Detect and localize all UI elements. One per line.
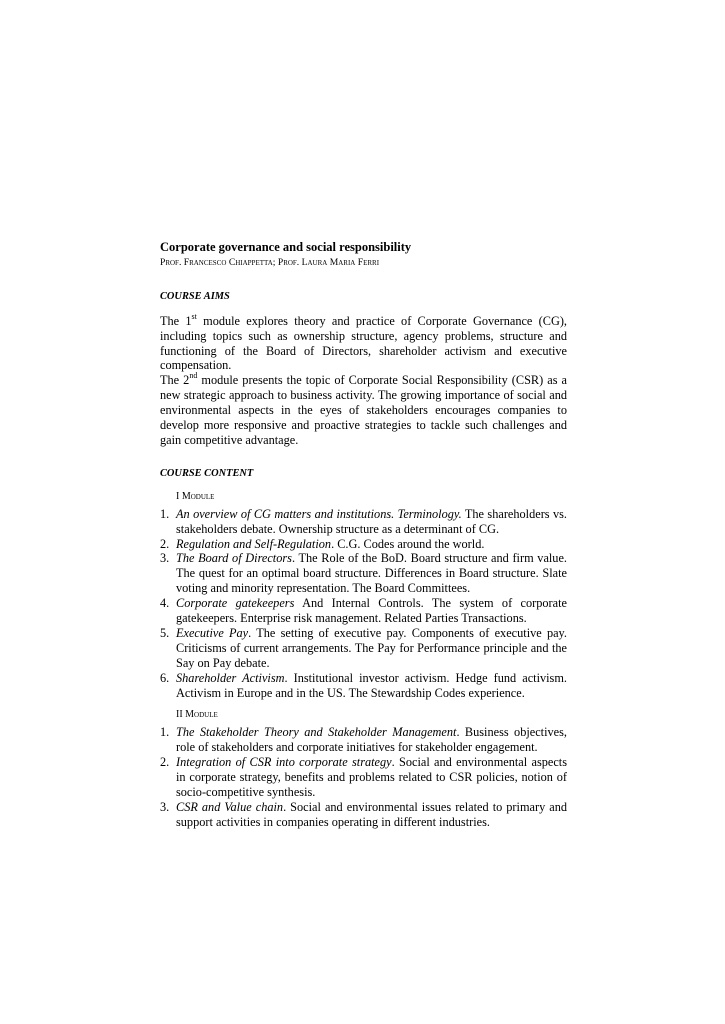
list-item-title: Shareholder Activism — [176, 670, 285, 685]
course-title: Corporate governance and social responsibility — [160, 240, 412, 254]
list-item-title: Executive Pay — [176, 625, 249, 640]
list-item-number: 6. — [160, 670, 170, 685]
list-item-number: 2. — [160, 755, 170, 770]
module-1-list — [160, 507, 567, 701]
aims-p1-start: The 1 — [160, 313, 192, 328]
module-2-label: II Module — [176, 709, 218, 721]
list-item-text: . Business objectives, role of stakeholders and corporate initiatives for stakeholder engagement. — [176, 725, 567, 755]
aims-paragraph-2 — [160, 373, 567, 448]
list-item — [160, 671, 567, 701]
list-item-text: . The Role of the BoD. Board structure and firm value. The quest for an optimal board structure. Differences in Board structure. Slate voting and minority representation. The Board Committees. — [176, 551, 567, 596]
list-item-title: An overview of CG matters and institutions. Terminology. — [176, 506, 462, 521]
module-1-label: I Module — [176, 490, 215, 502]
list-item-text: . The setting of executive pay. Components of executive pay. Criticisms of current arrangements. The Pay for Performance principle and the Say on Pay debate. — [176, 625, 567, 670]
aims-paragraph-1 — [160, 311, 567, 374]
list-item-title: CSR and Value chain — [176, 799, 284, 814]
list-item — [160, 551, 567, 596]
list-item-number: 5. — [160, 625, 170, 640]
course-aims-heading: COURSE AIMS — [160, 290, 230, 302]
list-item — [160, 537, 567, 552]
list-item-text: . Social and environmental issues related to primary and support activities in companies operating in different industries. — [176, 799, 568, 829]
aims-p2-start: The 2 — [160, 373, 190, 388]
list-item-title: Regulation and Self-Regulation — [176, 536, 332, 551]
list-item-text: . Institutional investor activism. Hedge fund activism. Activism in Europe and in the US. The Stewardship Codes experience. — [176, 670, 567, 700]
list-item — [160, 626, 567, 671]
list-item — [160, 507, 567, 537]
list-item-number: 3. — [160, 799, 170, 814]
aims-p2-body: module presents the topic of Corporate Social Responsibility (CSR) as a new strategic approach to business activity. The growing importance of social and environmental aspects in the eyes of stakeholders encourages companies to develop more responsive and proactive strategies to tackle such challenges and gain competitive advantage. — [160, 373, 568, 447]
list-item-title: Corporate gatekeepers — [176, 596, 295, 611]
list-item — [160, 725, 567, 755]
list-item-title: Integration of CSR into corporate strategy — [176, 755, 392, 770]
course-authors — [160, 256, 567, 271]
list-item-title: The Stakeholder Theory and Stakeholder Management — [176, 725, 457, 740]
list-item — [160, 596, 567, 626]
author-1-prefix: Prof. — [160, 256, 184, 268]
list-item-number: 1. — [160, 725, 170, 740]
list-item-number: 3. — [160, 551, 170, 566]
aims-p1-body: module explores theory and practice of Corporate Governance (CG), including topics such as ownership structure, agency problems, structure and functioning of the Board of Directors, shareholder activism and executive compensation. — [160, 313, 567, 373]
list-item — [160, 755, 567, 800]
list-item-number: 2. — [160, 536, 170, 551]
aims-p1-superscript: st — [191, 311, 197, 321]
list-item-title: The Board of Directors — [176, 551, 292, 566]
author-2-name: Laura Maria Ferri — [301, 256, 380, 268]
list-item-text: And Internal Controls. The system of corporate gatekeepers. Enterprise risk management. Related Parties Transactions. — [176, 596, 567, 626]
author-2-prefix: Prof. — [277, 256, 302, 268]
module-2-list — [160, 725, 567, 829]
list-item-text: . C.G. Codes around the world. — [331, 536, 485, 551]
list-item-text: . Social and environmental aspects in corporate strategy, benefits and problems related to CSR policies, notion of socio-competitive synthesis. — [176, 755, 567, 799]
author-separator: ; — [272, 256, 278, 268]
list-item-text: The shareholders vs. stakeholders debate. Ownership structure as a determinant of CG. — [176, 506, 567, 536]
document-page — [160, 240, 567, 830]
list-item — [160, 800, 567, 830]
author-1-name: Francesco Chiappetta — [183, 256, 273, 268]
list-item-number: 1. — [160, 506, 170, 521]
aims-p2-superscript: nd — [189, 371, 198, 381]
course-content-heading: COURSE CONTENT — [160, 467, 254, 479]
list-item-number: 4. — [160, 596, 170, 611]
